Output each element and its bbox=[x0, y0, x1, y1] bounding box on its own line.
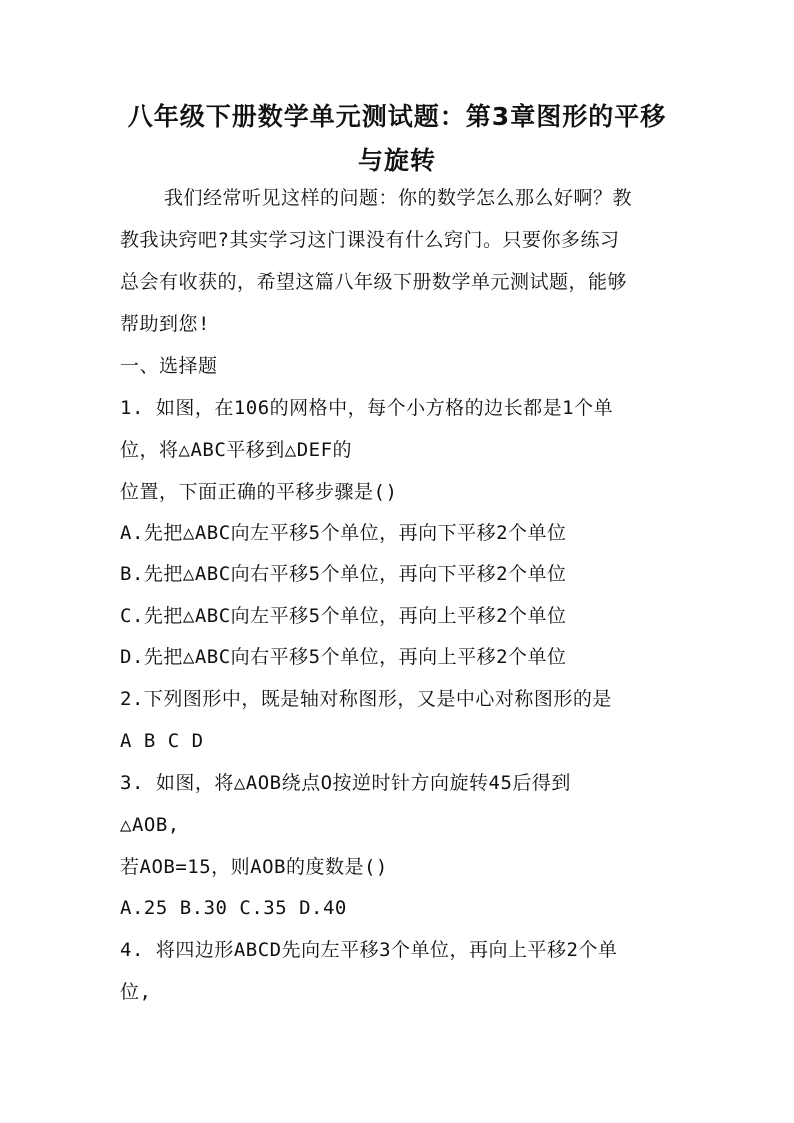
question-1-option-a: A.先把△ABC向左平移5个单位，再向下平移2个单位 bbox=[120, 522, 567, 544]
question-3-options: A.25 B.30 C.35 D.40 bbox=[120, 897, 347, 919]
question-1-option-d: D.先把△ABC向右平移5个单位，再向上平移2个单位 bbox=[120, 646, 567, 668]
question-2-text: 2.下列图形中，既是轴对称图形，又是中心对称图形的是 bbox=[120, 688, 612, 710]
question-3-line-3: 若AOB=15，则AOB的度数是() bbox=[120, 856, 388, 878]
intro-line-3: 总会有收获的，希望这篇八年级下册数学单元测试题，能够 bbox=[120, 271, 628, 293]
question-4-line-1: 4. 将四边形ABCD先向左平移3个单位，再向上平移2个单 bbox=[120, 939, 618, 961]
question-3-line-1: 3. 如图，将△AOB绕点O按逆时针方向旋转45后得到 bbox=[120, 772, 571, 794]
question-2-options: A B C D bbox=[120, 730, 204, 752]
intro-line-2: 教我诀窍吧?其实学习这门课没有什么窍门。只要你多练习 bbox=[120, 229, 620, 251]
question-3-line-2: △AOB, bbox=[120, 814, 180, 836]
question-1-option-c: C.先把△ABC向左平移5个单位，再向上平移2个单位 bbox=[120, 605, 567, 627]
question-4-line-2: 位, bbox=[120, 981, 152, 1003]
question-1-line-3: 位置，下面正确的平移步骤是() bbox=[120, 481, 398, 503]
page-title-line-2: 与旋转 bbox=[357, 146, 436, 175]
question-1-option-b: B.先把△ABC向右平移5个单位，再向下平移2个单位 bbox=[120, 563, 567, 585]
question-1-line-2: 位，将△ABC平移到△DEF的 bbox=[120, 439, 353, 461]
section-heading: 一、选择题 bbox=[120, 355, 218, 377]
question-1-line-1: 1. 如图，在106的网格中，每个小方格的边长都是1个单 bbox=[120, 397, 614, 419]
intro-line-4: 帮助到您! bbox=[120, 313, 210, 335]
intro-line-1: 我们经常听见这样的问题：你的数学怎么那么好啊？教 bbox=[164, 187, 633, 209]
page-title-line-1: 八年级下册数学单元测试题：第3章图形的平移 bbox=[127, 102, 667, 131]
